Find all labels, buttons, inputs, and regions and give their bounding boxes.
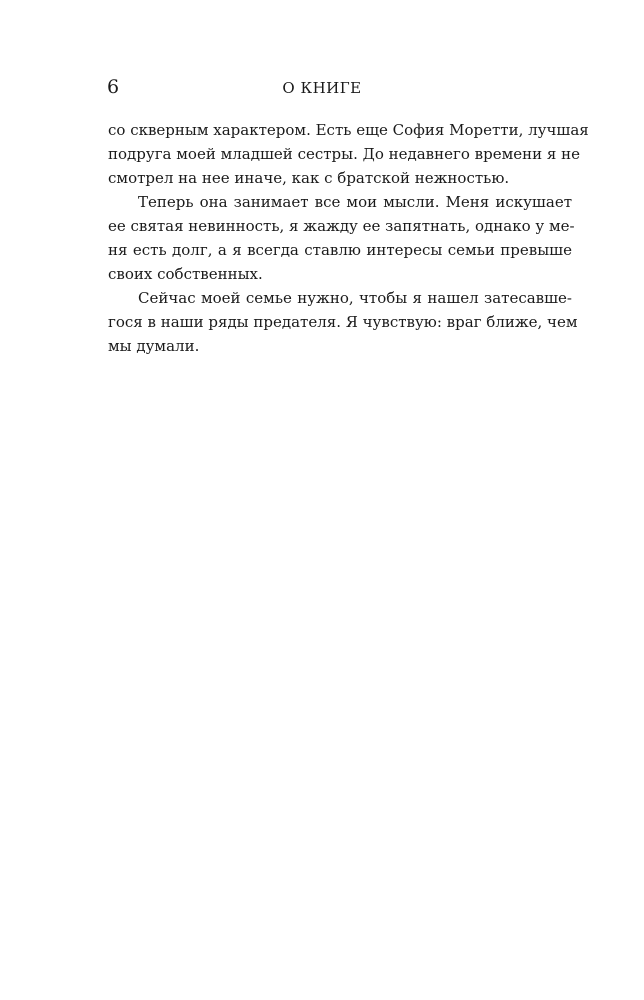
page-number: 6: [107, 76, 120, 98]
text-line: подруга моей младшей сестры. До недавнего времени я не: [108, 145, 580, 163]
running-head: О КНИГЕ: [282, 79, 362, 97]
text-line: Сейчас моей семье нужно, чтобы я нашел затесавше-: [138, 289, 572, 307]
text-line: своих собственных.: [108, 265, 263, 283]
text-line: ее святая невинность, я жажду ее запятнать, однако у ме-: [108, 217, 575, 235]
text-line: ня есть долг, а я всегда ставлю интересы семьи превыше: [108, 241, 572, 259]
body-text: [108, 118, 589, 358]
text-line: мы думали.: [108, 337, 200, 355]
text-line: смотрел на нее иначе, как с братской нежностью.: [108, 169, 510, 187]
text-line: со скверным характером. Есть еще София Моретти, лучшая: [108, 121, 589, 139]
text-line: Теперь она занимает все мои мысли. Меня искушает: [138, 193, 572, 211]
text-line: гося в наши ряды предателя. Я чувствую: враг ближе, чем: [108, 313, 578, 331]
